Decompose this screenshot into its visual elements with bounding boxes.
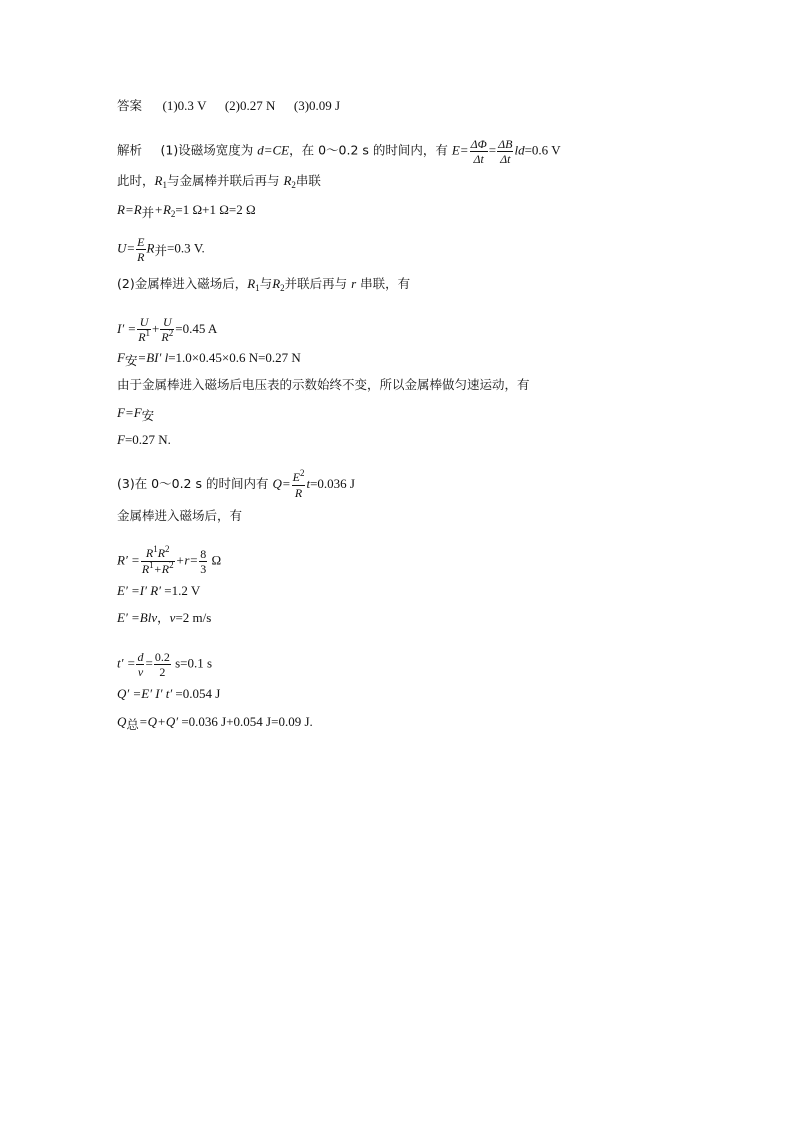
denominator-var: R	[161, 330, 169, 344]
emf-line-1	[117, 583, 200, 599]
current-line	[117, 315, 217, 345]
part2-line	[117, 276, 410, 293]
numerator-var: R	[157, 546, 166, 560]
force-equal-line	[117, 405, 154, 421]
fraction-e-r	[136, 235, 145, 264]
superscript: 2	[169, 560, 174, 570]
denominator-var: +R	[153, 562, 170, 576]
formula-text: t	[306, 475, 311, 491]
formula-text: R	[146, 240, 155, 256]
formula-text: ld	[514, 142, 525, 158]
denominator: 2	[159, 665, 166, 679]
formula-text: Q	[117, 714, 127, 729]
formula-text: =0.45 A	[175, 320, 218, 336]
denominator: R	[294, 486, 303, 500]
formula-text: I′ =	[117, 320, 137, 336]
analysis-label: 解析	[117, 142, 143, 158]
formula-text: Q′ =E′ I′ t′	[117, 686, 176, 701]
denominator-var: R	[138, 330, 146, 344]
superscript: 1	[153, 544, 158, 554]
denominator	[137, 330, 151, 345]
fraction-8-3	[199, 547, 207, 576]
formula-text: R′ =	[117, 552, 140, 568]
numerator-var: E	[292, 470, 300, 484]
numerator: d	[137, 650, 144, 664]
formula-text: =1 Ω+1 Ω=2 Ω	[175, 202, 256, 217]
subscript: 并	[141, 205, 155, 220]
formula-text: E′ =Blv	[117, 610, 158, 625]
emf-line-2	[117, 610, 211, 626]
formula-text: R	[283, 173, 292, 188]
time-line	[117, 650, 212, 679]
subscript: 2	[170, 209, 176, 219]
denominator-var: R	[141, 562, 150, 576]
formula-text: =Q+Q′	[138, 714, 182, 729]
analysis-text: ，在 0～0.2 s 的时间内，有	[289, 142, 452, 158]
series-line	[117, 173, 321, 190]
analysis-text: 串联，有	[356, 276, 411, 291]
fraction-db-dt	[497, 137, 513, 166]
heat-line	[117, 686, 220, 702]
formula-text: R	[154, 173, 163, 188]
formula-text: F	[117, 350, 125, 365]
denominator: R	[137, 250, 145, 264]
numerator: ΔB	[498, 137, 513, 151]
equivalent-resistance-line	[117, 546, 221, 577]
numerator-var: R	[145, 546, 154, 560]
subscript: 总	[126, 717, 139, 732]
subscript: 并	[154, 243, 167, 259]
formula-text: =1.2 V	[164, 583, 201, 598]
subscript: 1	[162, 180, 167, 190]
formula-text: +R	[154, 202, 171, 217]
formula-text: R	[272, 276, 281, 291]
analysis-text: (1)设磁场宽度为	[160, 142, 258, 158]
formula-text: =0.3 V.	[166, 240, 205, 256]
denominator	[141, 562, 175, 577]
part3-line	[117, 470, 355, 500]
formula-text: U=	[117, 240, 136, 256]
formula-text: R	[247, 276, 256, 291]
analysis-text: 并联后再与	[284, 276, 352, 291]
formula-text: =0.27 N.	[124, 432, 171, 447]
numerator: 0.2	[154, 650, 170, 664]
constant-voltage-line: 由于金属棒进入磁场后电压表的示数始终不变，所以金属棒做匀速运动，有	[117, 377, 530, 392]
formula-text: Q=	[272, 475, 291, 491]
formula-text: =BI′ l	[137, 350, 169, 365]
answer-line	[117, 98, 340, 114]
superscript: 2	[299, 468, 305, 478]
formula-text: =2 m/s	[175, 610, 212, 625]
numerator: E	[137, 235, 145, 249]
analysis-text: 与金属棒并联后再与	[166, 173, 284, 188]
formula-text: E=	[451, 142, 469, 158]
total-heat-line	[117, 714, 313, 730]
formula-text: F	[117, 432, 125, 447]
numerator: U	[137, 315, 151, 330]
subscript: 2	[291, 180, 296, 190]
formula-text: Ω	[208, 552, 222, 568]
force-value-line	[117, 432, 171, 448]
fraction-u-r1	[137, 315, 151, 345]
fraction-d-v	[136, 650, 144, 679]
fraction-0.2-2	[154, 650, 171, 679]
formula-text: =0.054 J	[175, 686, 221, 701]
formula-text: d=CE	[257, 142, 290, 158]
numerator	[292, 470, 306, 486]
answer-part-2: (2)0.27 N	[224, 98, 276, 113]
answer-part-1: (1)0.3 V	[162, 98, 207, 113]
formula-text: R=R	[117, 202, 142, 217]
superscript: 2	[168, 328, 174, 338]
formula-text: +r=	[175, 552, 199, 568]
formula-text: v	[169, 610, 176, 625]
formula-text: =	[145, 655, 153, 671]
formula-text: +	[152, 320, 160, 336]
superscript: 1	[145, 328, 151, 338]
fraction-e2-r	[292, 470, 306, 500]
analysis-text: 串联	[295, 173, 321, 188]
fraction-dphi-dt	[470, 137, 488, 166]
resistance-line	[117, 202, 256, 219]
subscript: 安	[141, 408, 155, 423]
denominator: 3	[200, 562, 207, 576]
formula-text: E′ =I′ R′	[117, 583, 165, 598]
after-line: 金属棒进入磁场后，有	[117, 508, 243, 523]
formula-text: ，	[157, 610, 170, 625]
answer-label: 答案	[117, 98, 143, 113]
formula-text: =1.0×0.45×0.6 N=0.27 N	[168, 350, 301, 365]
formula-text: F=F	[117, 405, 142, 420]
formula-text: r	[351, 276, 357, 291]
subscript: 1	[255, 283, 260, 293]
numerator: ΔΦ	[470, 137, 487, 151]
denominator	[160, 330, 174, 345]
numerator: U	[160, 315, 174, 330]
force-line	[117, 350, 301, 366]
analysis-text: (2)金属棒进入磁场后，	[117, 276, 248, 291]
formula-text: t′ =	[117, 655, 136, 671]
formula-text: =	[488, 142, 497, 158]
fraction-u-r2	[160, 315, 174, 345]
formula-text: =0.036 J+0.054 J=0.09 J.	[181, 714, 313, 729]
formula-text: =0.036 J	[310, 475, 355, 491]
voltage-line	[117, 235, 205, 264]
fraction-r1r2	[141, 546, 175, 577]
formula-text: s=0.1 s	[171, 655, 213, 671]
analysis-text: 与	[259, 276, 273, 291]
superscript: 2	[165, 544, 170, 554]
formula-text: =0.6 V	[524, 142, 561, 158]
analysis-text: 此时，	[117, 173, 155, 188]
denominator: v	[137, 665, 144, 679]
denominator: Δt	[473, 152, 484, 166]
denominator: Δt	[500, 152, 511, 166]
numerator: 8	[200, 547, 207, 561]
subscript: 2	[280, 283, 285, 293]
subscript: 安	[124, 353, 138, 368]
analysis-line-1	[117, 137, 561, 166]
superscript: 1	[149, 560, 154, 570]
analysis-text: (3)在 0～0.2 s 的时间内有	[117, 475, 273, 491]
answer-part-3: (3)0.09 J	[293, 98, 341, 113]
